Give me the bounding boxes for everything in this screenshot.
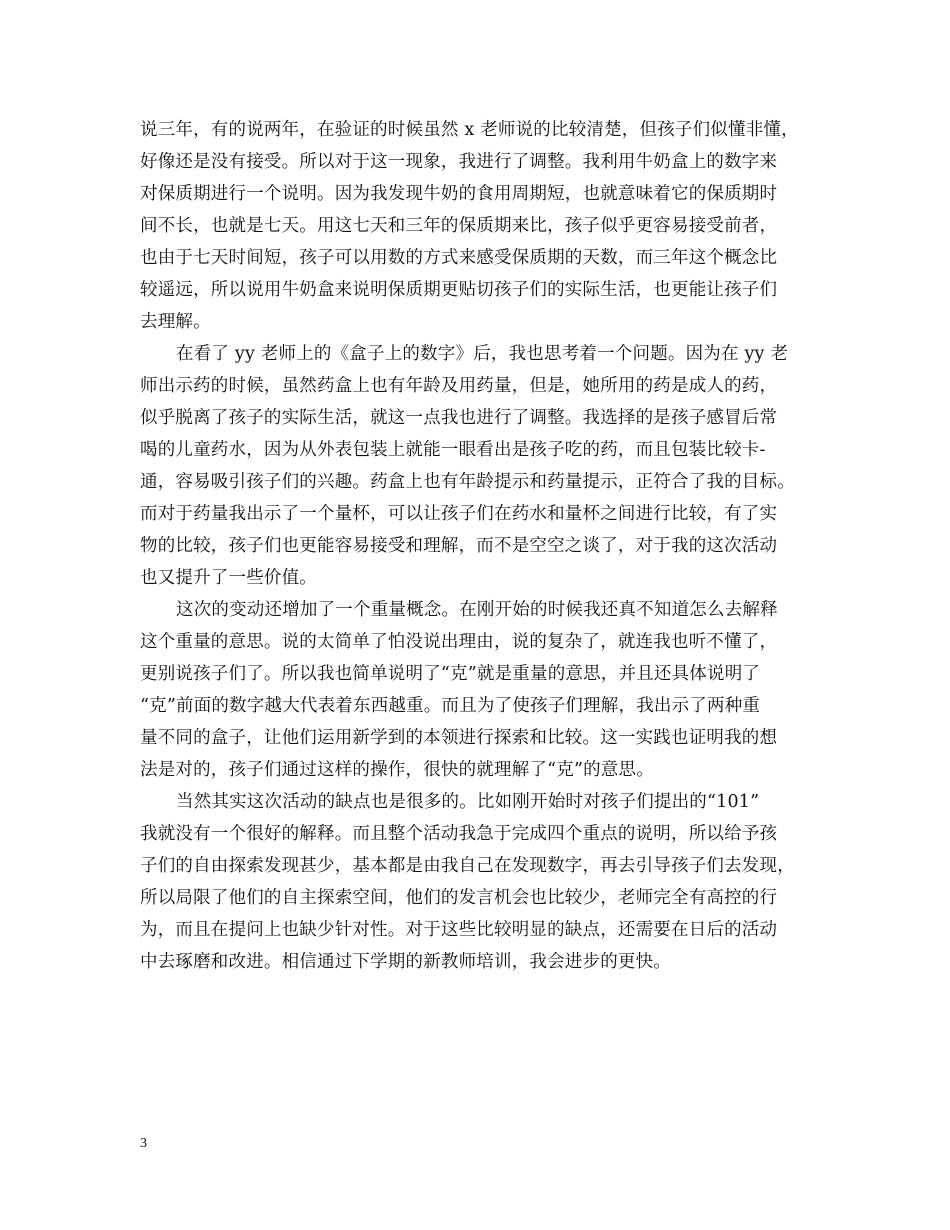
text-line: 中去琢磨和改进。相信通过下学期的新教师培训，我会进步的更快。 xyxy=(140,952,671,972)
text-line: 这个重量的意思。说的太简单了怕没说出理由，说的复杂了，就连我也听不懂了， xyxy=(140,632,778,652)
text-line: 为，而且在提问上也缺少针对性。对于这些比较明显的缺点，还需要在日后的活动 xyxy=(140,920,778,940)
paragraph-start-line: 在看了 yy 老师上的《盒子上的数字》后，我也思考着一个问题。因为在 yy 老 xyxy=(176,344,789,364)
text-line: 也由于七天时间短，孩子可以用数的方式来感受保质期的天数，而三年这个概念比 xyxy=(140,248,778,268)
text-line: 好像还是没有接受。所以对于这一现象，我进行了调整。我利用牛奶盒上的数字来 xyxy=(140,152,778,172)
paragraph-start-line: 这次的变动还增加了一个重量概念。在刚开始的时候我还真不知道怎么去解释 xyxy=(176,600,778,620)
text-line: 较遥远，所以说用牛奶盒来说明保质期更贴切孩子们的实际生活，也更能让孩子们 xyxy=(140,280,778,300)
page-number: 3 xyxy=(140,1136,147,1151)
text-line: 间不长，也就是七天。用这七天和三年的保质期来比，孩子似乎更容易接受前者， xyxy=(140,216,778,236)
text-line: 也又提升了一些价值。 xyxy=(140,568,317,588)
text-line: 更别说孩子们了。所以我也简单说明了“克”就是重量的意思，并且还具体说明了 xyxy=(140,664,761,684)
text-line: 子们的自由探索发现甚少，基本都是由我自己在发现数字，再去引导孩子们去发现， xyxy=(140,856,795,876)
text-line: 去理解。 xyxy=(140,312,211,332)
text-line: 似乎脱离了孩子的实际生活，就这一点我也进行了调整。我选择的是孩子感冒后常 xyxy=(140,408,778,428)
text-line: 所以局限了他们的自主探索空间，他们的发言机会也比较少，老师完全有高控的行 xyxy=(140,888,778,908)
text-line: 法是对的，孩子们通过这样的操作，很快的就理解了“克”的意思。 xyxy=(140,760,654,780)
paragraph-start-line: 当然其实这次活动的缺点也是很多的。比如刚开始时对孩子们提出的“101” xyxy=(176,792,760,812)
text-line: 物的比较，孩子们也更能容易接受和理解，而不是空空之谈了，对于我的这次活动 xyxy=(140,536,778,556)
text-line: 喝的儿童药水，因为从外表包装上就能一眼看出是孩子吃的药，而且包装比较卡- xyxy=(140,440,766,460)
text-line: “克”前面的数字越大代表着东西越重。而且为了使孩子们理解，我出示了两种重 xyxy=(140,696,761,716)
text-line: 通，容易吸引孩子们的兴趣。药盒上也有年龄提示和药量提示，正符合了我的目标。 xyxy=(140,472,795,492)
text-line: 我就没有一个很好的解释。而且整个活动我急于完成四个重点的说明，所以给予孩 xyxy=(140,824,778,844)
text-line: 对保质期进行一个说明。因为我发现牛奶的食用周期短，也就意味着它的保质期时 xyxy=(140,184,778,204)
text-line: 说三年，有的说两年，在验证的时候虽然 x 老师说的比较清楚，但孩子们似懂非懂， xyxy=(140,120,799,140)
text-line: 而对于药量我出示了一个量杯，可以让孩子们在药水和量杯之间进行比较，有了实 xyxy=(140,504,778,524)
text-line: 量不同的盒子，让他们运用新学到的本领进行探索和比较。这一实践也证明我的想 xyxy=(140,728,778,748)
text-line: 师出示药的时候，虽然药盒上也有年龄及用药量，但是，她所用的药是成人的药， xyxy=(140,376,778,396)
body-text xyxy=(140,114,820,978)
